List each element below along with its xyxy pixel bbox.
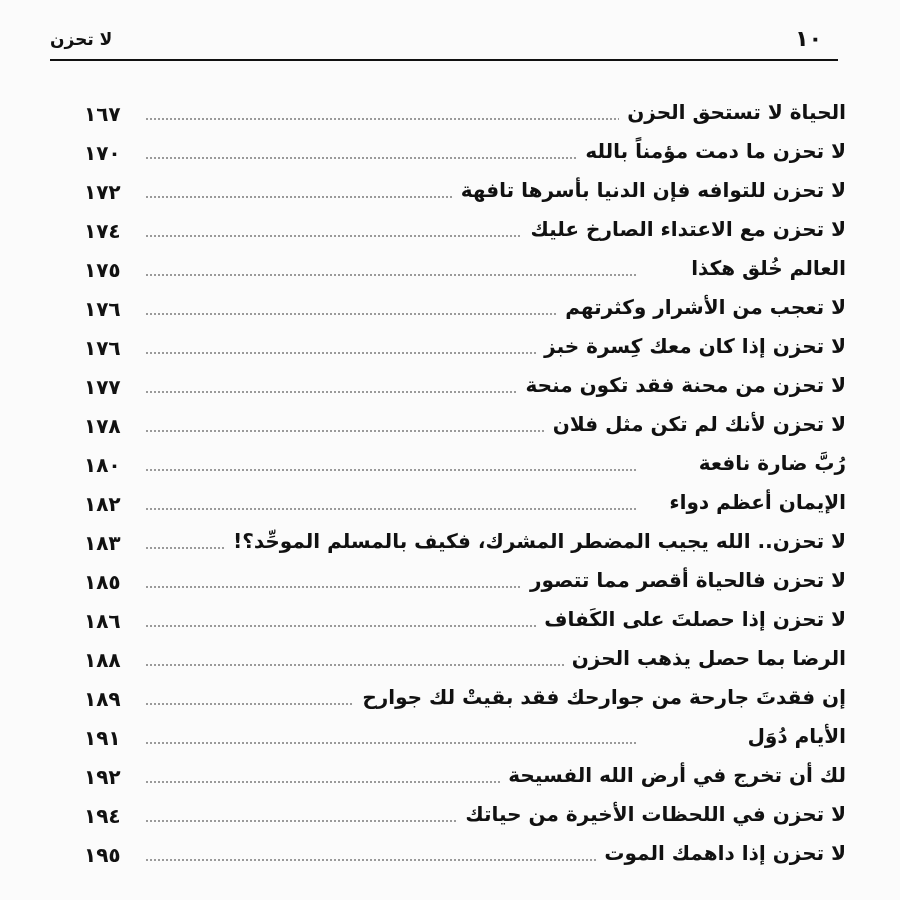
- toc-entry[interactable]: [84, 250, 846, 288]
- toc-page-number: ١٧٤: [84, 219, 121, 243]
- toc-title: الإيمان أعظم دواء: [661, 488, 846, 516]
- toc-title: لا تحزن للتوافه فإن الدنيا بأسرها تافهة: [453, 176, 846, 204]
- header-book-title: لا تحزن: [50, 30, 113, 50]
- toc-title: لا تحزن إذا حصلتَ على الكَفاف: [536, 605, 846, 633]
- toc-dotted-leader: [146, 469, 636, 471]
- toc-dotted-leader: [146, 274, 636, 276]
- toc-dotted-leader: [146, 742, 636, 744]
- toc-title: لا تحزن إذا داهمك الموت: [596, 839, 846, 867]
- toc-title: لا تحزن لأنك لم تكن مثل فلان: [545, 410, 846, 438]
- toc-entry[interactable]: [84, 718, 846, 756]
- toc-page-number: ١٨٨: [84, 648, 121, 672]
- toc-entry[interactable]: [84, 796, 846, 834]
- toc-entry[interactable]: [84, 289, 846, 327]
- toc-title: لا تحزن إذا كان معك كِسرة خبز: [536, 332, 846, 360]
- toc-page-number: ١٩٤: [84, 804, 121, 828]
- toc-title: لا تحزن من محنة فقد تكون منحة: [518, 371, 846, 399]
- toc-page-number: ١٩٢: [84, 765, 121, 789]
- toc-entry[interactable]: [84, 835, 846, 873]
- toc-entry[interactable]: [84, 484, 846, 522]
- toc-entry[interactable]: [84, 406, 846, 444]
- toc-entry[interactable]: [84, 133, 846, 171]
- toc-page-number: ١٨٦: [84, 609, 121, 633]
- toc-dotted-leader: [146, 859, 636, 861]
- toc-dotted-leader: [146, 664, 636, 666]
- page-header: [50, 24, 830, 58]
- toc-page-number: ١٨٩: [84, 687, 121, 711]
- toc-entry[interactable]: [84, 523, 846, 561]
- toc-entry[interactable]: [84, 562, 846, 600]
- toc-page-number: ١٨٢: [84, 492, 121, 516]
- toc-page-number: ١٩١: [84, 726, 121, 750]
- toc-page-number: ١٧٦: [84, 297, 121, 321]
- toc-title: لا تحزن.. الله يجيب المضطر المشرك، فكيف بالمسلم الموحِّد؟!: [225, 527, 846, 555]
- toc-dotted-leader: [146, 157, 636, 159]
- toc-title: لا تحزن مع الاعتداء الصارخ عليك: [522, 215, 846, 243]
- toc-title: لا تعجب من الأشرار وكثرتهم: [557, 293, 846, 321]
- toc-title: لا تحزن ما دمت مؤمناً بالله: [577, 137, 846, 165]
- table-of-contents: [84, 94, 846, 884]
- toc-entry[interactable]: [84, 367, 846, 405]
- toc-entry[interactable]: [84, 601, 846, 639]
- toc-page-number: ١٧٧: [84, 375, 121, 399]
- toc-entry[interactable]: [84, 679, 846, 717]
- toc-dotted-leader: [146, 118, 636, 120]
- toc-title: العالم خُلق هكذا: [683, 254, 846, 282]
- toc-page-number: ١٨٥: [84, 570, 121, 594]
- header-page-number: ١٠: [795, 27, 822, 52]
- toc-page-number: ١٩٥: [84, 843, 121, 867]
- toc-page-number: ١٧٥: [84, 258, 121, 282]
- toc-title: لا تحزن فالحياة أقصر مما تتصور: [522, 566, 846, 594]
- toc-title: الحياة لا تستحق الحزن: [619, 98, 846, 126]
- toc-entry[interactable]: [84, 328, 846, 366]
- toc-page-number: ١٧٦: [84, 336, 121, 360]
- toc-page-number: ١٨٣: [84, 531, 121, 555]
- toc-title: إن فقدتَ جارحة من جوارحك فقد بقيتْ لك جوارح: [354, 683, 846, 711]
- toc-title: لك أن تخرج في أرض الله الفسيحة: [500, 761, 846, 789]
- toc-dotted-leader: [146, 508, 636, 510]
- toc-title: الأيام دُوَل: [740, 722, 846, 750]
- toc-page-number: ١٧٨: [84, 414, 121, 438]
- toc-entry[interactable]: [84, 211, 846, 249]
- toc-title: لا تحزن في اللحظات الأخيرة من حياتك: [457, 800, 846, 828]
- toc-entry[interactable]: [84, 94, 846, 132]
- header-divider: [50, 59, 838, 61]
- toc-page-number: ١٧٢: [84, 180, 121, 204]
- toc-entry[interactable]: [84, 640, 846, 678]
- toc-title: رُبَّ ضارة نافعة: [691, 449, 846, 477]
- toc-entry[interactable]: [84, 172, 846, 210]
- toc-page-number: ١٧٠: [84, 141, 121, 165]
- toc-entry[interactable]: [84, 757, 846, 795]
- toc-entry[interactable]: [84, 445, 846, 483]
- toc-title: الرضا بما حصل يذهب الحزن: [564, 644, 846, 672]
- toc-page-number: ١٦٧: [84, 102, 121, 126]
- toc-page-number: ١٨٠: [84, 453, 121, 477]
